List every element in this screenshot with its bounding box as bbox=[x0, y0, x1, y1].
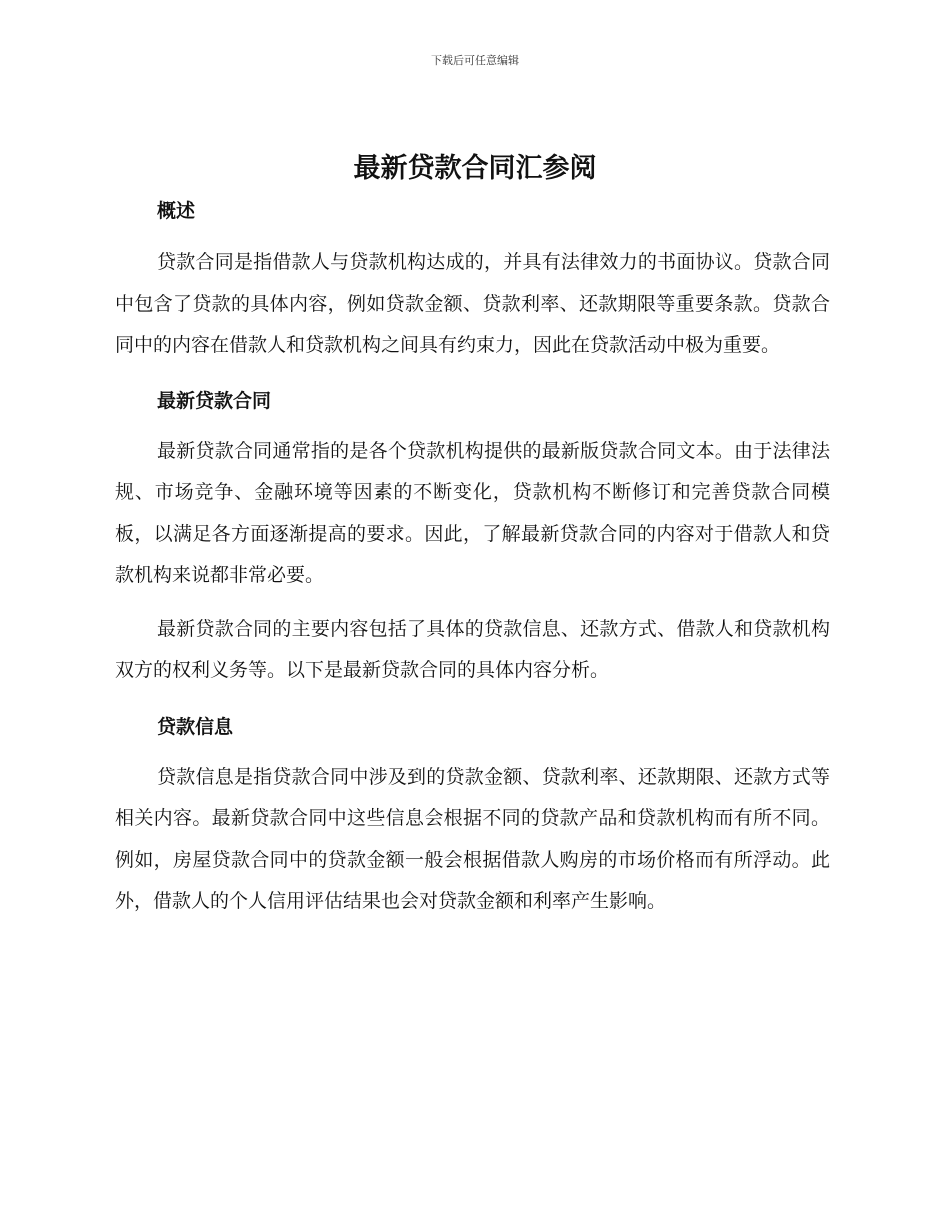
paragraph-latest-contract-1: 最新贷款合同通常指的是各个贷款机构提供的最新版贷款合同文本。由于法律法规、市场竞争、金融环境等因素的不断变化，贷款机构不断修订和完善贷款合同模板，以满足各方面逐渐提高的要求。因此，了解最新贷款合同的内容对于借款人和贷款机构来说都非常必要。 bbox=[115, 439, 830, 586]
page-header-note: 下载后可任意编辑 bbox=[431, 54, 519, 67]
document-body bbox=[115, 195, 830, 923]
paragraph-latest-contract-2: 最新贷款合同的主要内容包括了具体的贷款信息、还款方式、借款人和贷款机构双方的权利义务等。以下是最新贷款合同的具体内容分析。 bbox=[115, 617, 830, 681]
section-heading-overview: 概述 bbox=[157, 200, 196, 222]
paragraph-loan-info: 贷款信息是指贷款合同中涉及到的贷款金额、贷款利率、还款期限、还款方式等相关内容。最新贷款合同中这些信息会根据不同的贷款产品和贷款机构而有所不同。例如，房屋贷款合同中的贷款金额一般会根据借款人购房的市场价格而有所浮动。此外，借款人的个人信用评估结果也会对贷款金额和利率产生影响。 bbox=[115, 765, 830, 912]
paragraph-overview: 贷款合同是指借款人与贷款机构达成的，并具有法律效力的书面协议。贷款合同中包含了贷款的具体内容，例如贷款金额、贷款利率、还款期限等重要条款。贷款合同中的内容在借款人和贷款机构之间具有约束力，因此在贷款活动中极为重要。 bbox=[115, 251, 830, 356]
section-heading-latest-contract: 最新贷款合同 bbox=[157, 389, 272, 412]
document-title: 最新贷款合同汇参阅 bbox=[353, 153, 597, 184]
section-heading-loan-info: 贷款信息 bbox=[157, 715, 234, 738]
